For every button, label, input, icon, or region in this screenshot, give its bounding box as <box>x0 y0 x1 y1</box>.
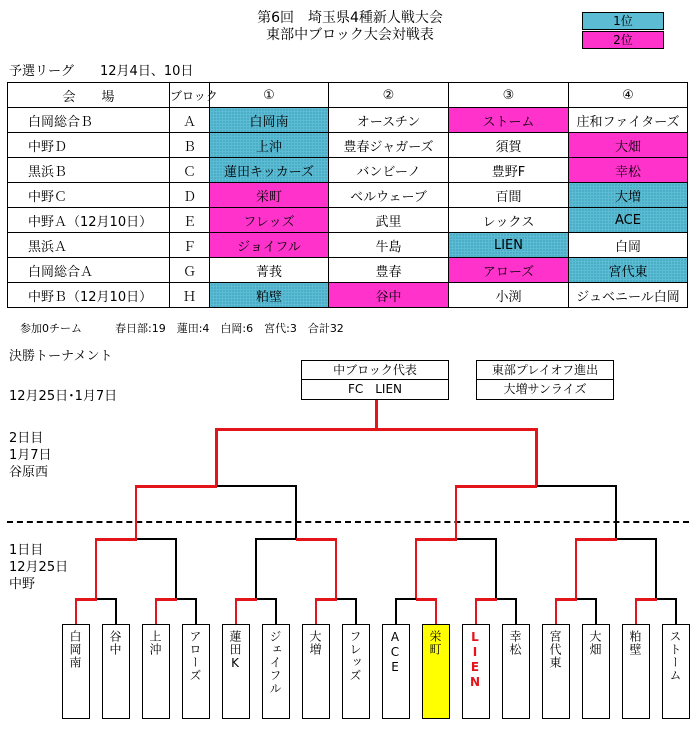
team-cell: 須賀 <box>449 133 569 158</box>
venue-cell: 中野Ｃ <box>8 183 170 208</box>
day1-label-line: 1日目 <box>9 543 44 558</box>
team-cell: 小渕 <box>449 283 569 308</box>
bracket-line <box>96 538 137 541</box>
team-cell: 幸松 <box>569 158 688 183</box>
tournament-team-box: ACE <box>382 624 410 719</box>
bracket-line <box>575 538 577 598</box>
day2-label-line: 2日目 <box>9 431 44 446</box>
team-cell: 白岡南 <box>210 108 329 133</box>
prelim-table <box>7 82 688 308</box>
playoff-header: 東部プレイオフ進出 <box>491 363 599 377</box>
tournament-team-box: 蓮田K <box>222 624 250 719</box>
team-cell: 庄和ファイターズ <box>569 108 688 133</box>
bracket-line <box>316 598 337 601</box>
bracket-line <box>355 598 357 624</box>
block-cell: Ｇ <box>170 258 210 283</box>
bracket-line <box>75 598 77 624</box>
block-cell: Ｆ <box>170 233 210 258</box>
bracket-line <box>375 400 378 430</box>
day2-label-line: 1月7日 <box>9 448 52 463</box>
table-row <box>8 183 688 208</box>
team-cell: 豊春ジャガーズ <box>329 133 449 158</box>
bracket-line <box>275 598 277 624</box>
table-row <box>8 258 688 283</box>
bracket-line <box>515 598 517 624</box>
bracket-line <box>175 538 177 598</box>
team-cell: ジョイフル <box>210 233 329 258</box>
team-cell: 豊野F <box>449 158 569 183</box>
participants-note: 参加0チーム 春日部:19 蓮田:4 白岡:6 宮代:3 合計32 <box>20 322 344 335</box>
bracket-line <box>455 485 457 538</box>
bracket-line <box>76 598 97 601</box>
team-cell: アローズ <box>449 258 569 283</box>
bracket-line <box>416 538 457 541</box>
legend-second-place <box>582 31 664 49</box>
column-header: ③ <box>449 83 569 108</box>
bracket-line <box>395 598 397 624</box>
team-cell: ストーム <box>449 108 569 133</box>
tournament-team-box: 幸松 <box>502 624 530 719</box>
bracket-line <box>636 598 657 601</box>
tournament-team-box: 上沖 <box>142 624 170 719</box>
block-cell: Ａ <box>170 108 210 133</box>
bracket-line <box>155 598 157 624</box>
team-cell: 粕壁 <box>210 283 329 308</box>
team-cell: 蓮田キッカーズ <box>210 158 329 183</box>
block-cell: Ｄ <box>170 183 210 208</box>
bracket-line <box>315 598 317 624</box>
bracket-line <box>555 598 557 624</box>
tournament-team-box: アローズ <box>182 624 210 719</box>
column-header: 会 場 <box>8 83 170 108</box>
day2-label <box>9 430 52 481</box>
bracket-line <box>675 598 677 624</box>
tournament-team-box: 白岡南 <box>62 624 90 719</box>
bracket-line <box>115 598 117 624</box>
bracket-line <box>255 538 257 598</box>
legend-first-place <box>582 12 664 30</box>
team-cell: LIEN <box>449 233 569 258</box>
day1-label-line: 12月25日 <box>9 560 69 575</box>
bracket-line <box>535 428 538 485</box>
team-cell: レックス <box>449 208 569 233</box>
prelim-section-label: 予選リーグ 12月4日、10日 <box>9 64 194 79</box>
team-cell: バンビーノ <box>329 158 449 183</box>
tournament-team-box: 谷中 <box>102 624 130 719</box>
team-cell: オースチン <box>329 108 449 133</box>
representative-team: FC LIEN <box>302 379 448 398</box>
team-cell: 百間 <box>449 183 569 208</box>
tournament-team-box: LIEN <box>462 624 490 719</box>
venue-cell: 白岡総合Ａ <box>8 258 170 283</box>
table-row <box>8 133 688 158</box>
column-header: ② <box>329 83 449 108</box>
column-header: ブロック <box>170 83 210 108</box>
bracket-line <box>635 598 637 624</box>
day-divider <box>7 521 689 523</box>
bracket-line <box>456 485 537 488</box>
bracket-line <box>236 598 257 601</box>
team-cell: 牛島 <box>329 233 449 258</box>
column-header: ① <box>210 83 329 108</box>
day2-label-line: 谷原西 <box>9 465 49 480</box>
bracket-line <box>655 538 657 598</box>
legend-second-label: 2位 <box>613 33 633 47</box>
team-cell: フレッズ <box>210 208 329 233</box>
bracket-line <box>415 538 417 598</box>
tournament-team-box: 大畑 <box>582 624 610 719</box>
team-cell: 大畑 <box>569 133 688 158</box>
venue-cell: 白岡総合Ｂ <box>8 108 170 133</box>
column-header: ④ <box>569 83 688 108</box>
block-cell: Ｃ <box>170 158 210 183</box>
bracket-line <box>416 598 437 601</box>
venue-cell: 中野Ａ（12月10日） <box>8 208 170 233</box>
team-cell: ジュベニール白岡 <box>569 283 688 308</box>
venue-cell: 黒浜Ａ <box>8 233 170 258</box>
team-cell: ベルウェーブ <box>329 183 449 208</box>
bracket-line <box>435 598 437 624</box>
bracket-line <box>335 538 337 598</box>
table-row <box>8 283 688 308</box>
bracket-line <box>215 428 218 485</box>
table-row <box>8 208 688 233</box>
team-cell: 宮代東 <box>569 258 688 283</box>
tournament-team-box: 宮代東 <box>542 624 570 719</box>
bracket-line <box>476 598 497 601</box>
legend-first-label: 1位 <box>613 14 633 28</box>
table-row <box>8 158 688 183</box>
tournament-team-box: 粕壁 <box>622 624 650 719</box>
table-row <box>8 233 688 258</box>
block-cell: Ｈ <box>170 283 210 308</box>
team-cell: 栄町 <box>210 183 329 208</box>
tournament-team-box: フレッズ <box>342 624 370 719</box>
bracket-line <box>295 485 297 538</box>
playoff-box <box>476 360 614 400</box>
title-line-2: 東部中ブロック大会対戦表 <box>266 27 434 43</box>
tournament-team-box: 栄町 <box>422 624 450 719</box>
block-representative-box <box>301 360 449 400</box>
bracket-line <box>556 598 577 601</box>
day1-label-line: 中野 <box>9 577 36 592</box>
bracket-line <box>296 538 337 541</box>
day1-label <box>9 542 68 593</box>
bracket-line <box>475 598 477 624</box>
team-cell: 白岡 <box>569 233 688 258</box>
finals-dates: 12月25日･1月7日 <box>9 389 118 404</box>
team-cell: 上沖 <box>210 133 329 158</box>
bracket-line <box>195 598 197 624</box>
bracket-line <box>595 598 597 624</box>
bracket-line <box>95 538 97 598</box>
venue-cell: 中野Ｂ（12月10日） <box>8 283 170 308</box>
team-cell: 武里 <box>329 208 449 233</box>
tournament-team-box: ストーム <box>662 624 690 719</box>
table-row <box>8 108 688 133</box>
team-cell: 豊春 <box>329 258 449 283</box>
block-cell: Ｅ <box>170 208 210 233</box>
team-cell: 大増 <box>569 183 688 208</box>
finals-section-label: 決勝トーナメント <box>9 349 113 364</box>
bracket-line <box>136 485 217 488</box>
team-cell: ACE <box>569 208 688 233</box>
venue-cell: 黒浜Ｂ <box>8 158 170 183</box>
title-line-1: 第6回 埼玉県4種新人戦大会 <box>257 10 443 26</box>
team-cell: 菁莪 <box>210 258 329 283</box>
tournament-team-box: ジェイフル <box>262 624 290 719</box>
bracket-line <box>615 485 617 538</box>
bracket-line <box>135 485 137 538</box>
bracket-line <box>576 538 617 541</box>
tournament-team-box: 大増 <box>302 624 330 719</box>
bracket-line <box>156 598 177 601</box>
bracket-line <box>495 538 497 598</box>
venue-cell: 中野Ｄ <box>8 133 170 158</box>
team-cell: 谷中 <box>329 283 449 308</box>
table-header-row <box>8 83 688 108</box>
playoff-team: 大増サンライズ <box>477 379 613 398</box>
page-title <box>200 10 500 44</box>
block-cell: Ｂ <box>170 133 210 158</box>
representative-header: 中ブロック代表 <box>333 363 417 377</box>
bracket-line <box>235 598 237 624</box>
